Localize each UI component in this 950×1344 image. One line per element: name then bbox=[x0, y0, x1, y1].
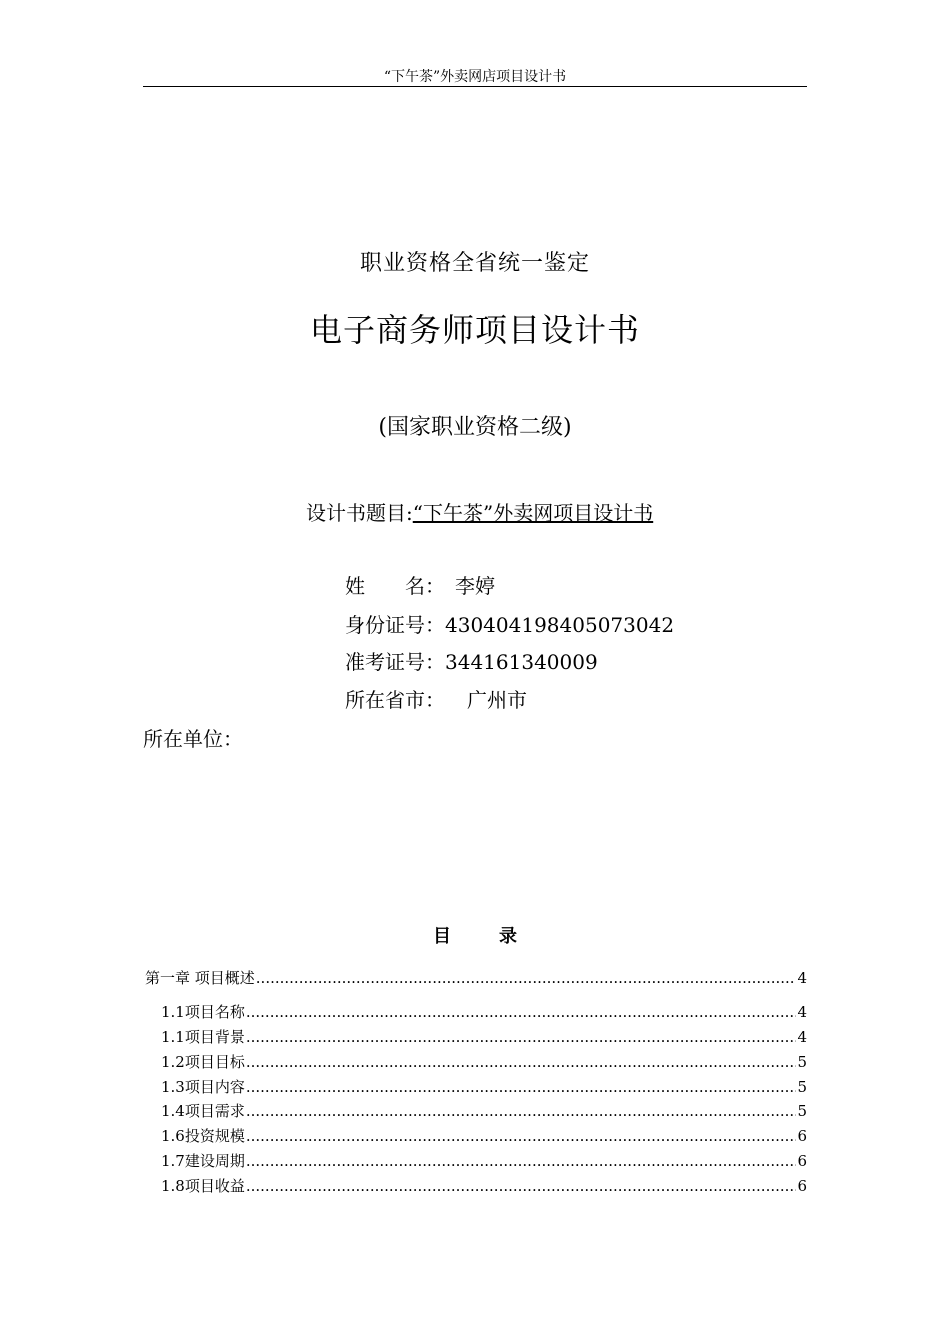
toc-entry-title: 1.2项目目标 bbox=[161, 1053, 245, 1071]
toc-entry-title: 1.7建设周期 bbox=[161, 1152, 245, 1170]
toc-entry-page: 6 bbox=[797, 1127, 807, 1145]
running-header: “下午茶”外卖网店项目设计书 bbox=[383, 69, 567, 85]
toc-entry[interactable] bbox=[161, 1150, 807, 1171]
toc-entry-title: 1.4项目需求 bbox=[161, 1102, 245, 1120]
toc-entry-page: 5 bbox=[797, 1078, 807, 1096]
field-name-value: 李婷 bbox=[455, 574, 495, 598]
field-exam-number-value: 344161340009 bbox=[445, 650, 598, 674]
toc-entry-title: 1.3项目内容 bbox=[161, 1078, 245, 1096]
cover-title: 电子商务师项目设计书 bbox=[309, 311, 640, 349]
toc-leader-dots bbox=[246, 1028, 797, 1046]
toc-entry-title: 1.6投资规模 bbox=[161, 1127, 245, 1145]
toc-entry[interactable] bbox=[161, 1100, 807, 1121]
toc-leader-dots bbox=[246, 1003, 797, 1021]
field-id-number bbox=[345, 609, 674, 638]
field-name bbox=[345, 570, 495, 599]
field-exam-number bbox=[345, 646, 598, 675]
field-province-city-value: 广州市 bbox=[467, 688, 527, 712]
design-title-value: “下午茶”外卖网项目设计书 bbox=[412, 501, 654, 525]
cover-subtitle: 职业资格全省统一鉴定 bbox=[359, 251, 590, 276]
cover-level: (国家职业资格二级) bbox=[378, 415, 572, 440]
header-rule bbox=[143, 86, 807, 87]
toc-entry[interactable] bbox=[161, 1076, 807, 1097]
field-province-city bbox=[345, 684, 527, 713]
toc-heading-right: 录 bbox=[499, 926, 517, 947]
design-title-label: 设计书题目: bbox=[306, 501, 413, 525]
toc-entry[interactable] bbox=[161, 1001, 807, 1022]
toc-leader-dots bbox=[246, 1078, 797, 1096]
toc-leader-dots bbox=[246, 1152, 797, 1170]
toc-entry-title: 第一章 项目概述 bbox=[145, 969, 255, 987]
toc-heading-left: 目 bbox=[433, 926, 451, 947]
toc-entry-page: 4 bbox=[797, 1028, 807, 1046]
toc-entry-page: 4 bbox=[797, 1003, 807, 1021]
toc-entry[interactable] bbox=[161, 1125, 807, 1146]
toc-leader-dots bbox=[246, 1053, 797, 1071]
design-title bbox=[306, 497, 653, 526]
toc-entry-title: 1.8项目收益 bbox=[161, 1177, 245, 1195]
toc-entry-title: 1.1项目名称 bbox=[161, 1003, 245, 1021]
toc-entry-title: 1.1项目背景 bbox=[161, 1028, 245, 1046]
toc-entry[interactable] bbox=[161, 1175, 807, 1196]
toc-leader-dots bbox=[246, 1102, 797, 1120]
toc-entry-page: 6 bbox=[797, 1177, 807, 1195]
toc-entry-page: 4 bbox=[797, 969, 807, 987]
toc-leader-dots bbox=[246, 1177, 797, 1195]
toc-leader-dots bbox=[256, 969, 797, 987]
field-exam-number-label: 准考证号： bbox=[345, 650, 445, 674]
field-unit-label: 所在单位： bbox=[143, 727, 243, 751]
toc-entry[interactable] bbox=[145, 967, 807, 988]
field-id-number-value: 430404198405073042 bbox=[445, 613, 675, 637]
toc-heading bbox=[0, 922, 950, 948]
toc-entry[interactable] bbox=[161, 1026, 807, 1047]
field-province-city-label: 所在省市： bbox=[345, 688, 445, 712]
toc-entry-page: 5 bbox=[797, 1053, 807, 1071]
field-name-label: 姓 名： bbox=[345, 574, 445, 598]
toc-leader-dots bbox=[246, 1127, 797, 1145]
field-id-number-label: 身份证号： bbox=[345, 613, 445, 637]
toc-entry[interactable] bbox=[161, 1051, 807, 1072]
toc-entry-page: 5 bbox=[797, 1102, 807, 1120]
toc-entry-page: 6 bbox=[797, 1152, 807, 1170]
